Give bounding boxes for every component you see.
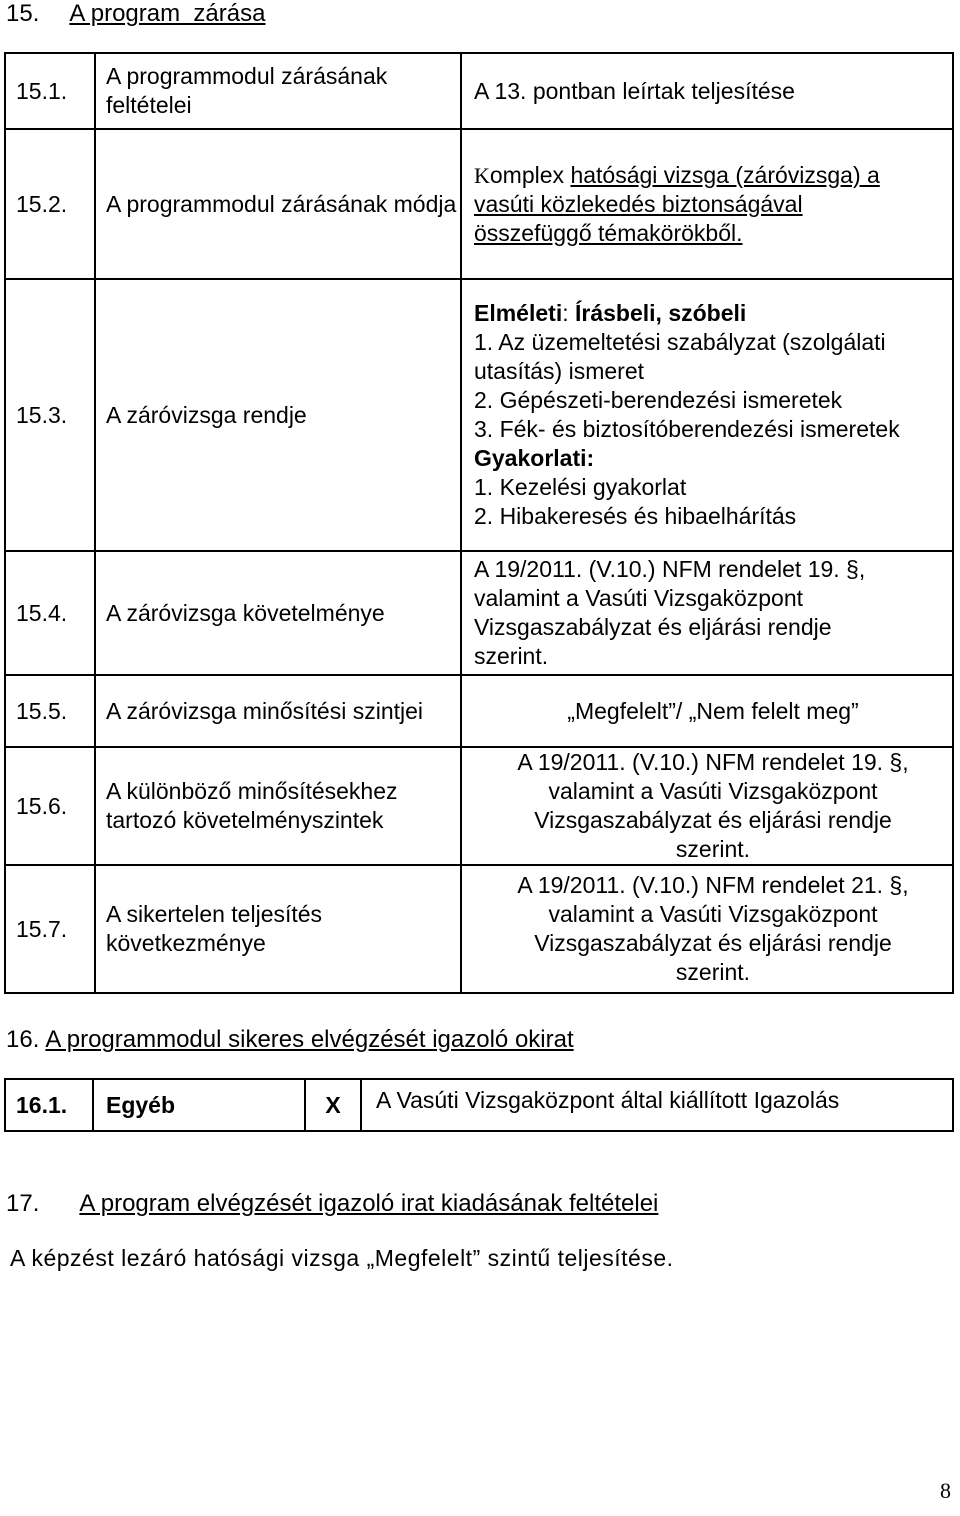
table-row xyxy=(5,551,953,675)
table-row xyxy=(5,129,953,279)
value-line: szerint. xyxy=(675,959,751,985)
value-line: valamint a Vasúti Vizsgaközpont xyxy=(548,901,878,927)
value-line: Vizsgaszabályzat és eljárási rendje xyxy=(534,930,892,956)
table-row xyxy=(5,747,953,865)
row-value: A 13. pontban leírtak teljesítése xyxy=(461,53,953,129)
value-line: valamint a Vasúti Vizsgaközpont xyxy=(474,585,803,611)
theory-label: Elméleti xyxy=(474,300,563,326)
section-15-number: 15. xyxy=(6,0,40,27)
certificate-table xyxy=(4,1078,954,1132)
certificate-text: A Vasúti Vizsgaközpont által kiállított Igazolás xyxy=(361,1079,953,1131)
practice-item: 2. Hibakeresés és hibaelhárítás xyxy=(474,503,797,529)
value-line: A 19/2011. (V.10.) NFM rendelet 19. §, xyxy=(517,749,909,775)
row-value xyxy=(461,865,953,993)
value-line: Vizsgaszabályzat és eljárási rendje xyxy=(534,807,892,833)
row-number: 16.1. xyxy=(5,1079,93,1131)
value-line: A 19/2011. (V.10.) NFM rendelet 21. §, xyxy=(517,872,909,898)
row-number: 15.5. xyxy=(5,675,95,747)
page-number: 8 xyxy=(940,1478,951,1503)
theory-item: 3. Fék- és biztosítóberendezési ismeretek xyxy=(474,416,900,442)
row-value: „Megfelelt”/ „Nem felelt meg” xyxy=(461,675,953,747)
value-line: szerint. xyxy=(675,836,751,862)
value-line: valamint a Vasúti Vizsgaközpont xyxy=(548,778,878,804)
section-17-title: A program elvégzését igazoló irat kiadásának feltételei xyxy=(79,1190,659,1217)
table-row xyxy=(5,1079,953,1131)
value-line: Komplex hatósági vizsga (záróvizsga) a xyxy=(474,161,880,188)
section-15-title: A program zárása xyxy=(69,0,266,27)
section-17-heading xyxy=(6,1190,658,1218)
value-line-3: összefüggő témakörökből. xyxy=(474,219,743,246)
row-number: 15.6. xyxy=(5,747,95,865)
row-number: 15.3. xyxy=(5,279,95,551)
theory-item: 2. Gépészeti-berendezési ismeretek xyxy=(474,387,843,413)
value-line: Vizsgaszabályzat és eljárási rendje xyxy=(474,614,832,640)
row-value xyxy=(461,551,953,675)
theory-item: 1. Az üzemeltetési szabályzat (szolgálati utasítás) ismeret xyxy=(474,329,886,384)
table-row xyxy=(5,865,953,993)
section-16-number: 16. xyxy=(6,1026,40,1053)
row-value xyxy=(461,747,953,865)
row-number: 15.1. xyxy=(5,53,95,129)
table-row xyxy=(5,279,953,551)
row-label: A záróvizsga követelménye xyxy=(95,551,461,675)
practice-heading: Gyakorlati: xyxy=(474,445,595,471)
section-15-heading xyxy=(6,0,265,28)
row-label: A záróvizsga minősítési szintjei xyxy=(95,675,461,747)
value-line-2: vasúti közlekedés biztonságával xyxy=(474,190,803,217)
table-row xyxy=(5,675,953,747)
value-line: szerint. xyxy=(474,643,549,669)
value-line: A 19/2011. (V.10.) NFM rendelet 19. §, xyxy=(474,556,866,582)
practice-item: 1. Kezelési gyakorlat xyxy=(474,474,687,500)
theory-colon: : xyxy=(562,300,569,326)
row-label: A programmodul zárásának feltételei xyxy=(95,53,461,129)
section-16-title: A programmodul sikeres elvégzését igazoló okirat xyxy=(45,1026,574,1053)
row-number: 15.2. xyxy=(5,129,95,279)
selection-mark: X xyxy=(305,1079,361,1131)
row-label: A különböző minősítésekhez tartozó követelményszintek xyxy=(95,747,461,865)
closing-table xyxy=(4,52,954,994)
section-16-heading xyxy=(6,1026,574,1054)
row-value xyxy=(461,129,953,279)
row-label: A záróvizsga rendje xyxy=(95,279,461,551)
row-number: 15.7. xyxy=(5,865,95,993)
table-row xyxy=(5,53,953,129)
row-number: 15.4. xyxy=(5,551,95,675)
section-17-text: A képzést lezáró hatósági vizsga „Megfelelt” szintű teljesítése. xyxy=(10,1245,674,1271)
certificate-type: Egyéb xyxy=(93,1079,305,1131)
section-17-number: 17. xyxy=(6,1190,40,1217)
theory-mode: Írásbeli, szóbeli xyxy=(568,300,747,326)
row-label: A programmodul zárásának módja xyxy=(95,129,461,279)
row-value xyxy=(461,279,953,551)
row-label: A sikertelen teljesítés következménye xyxy=(95,865,461,993)
theory-heading xyxy=(474,299,952,328)
